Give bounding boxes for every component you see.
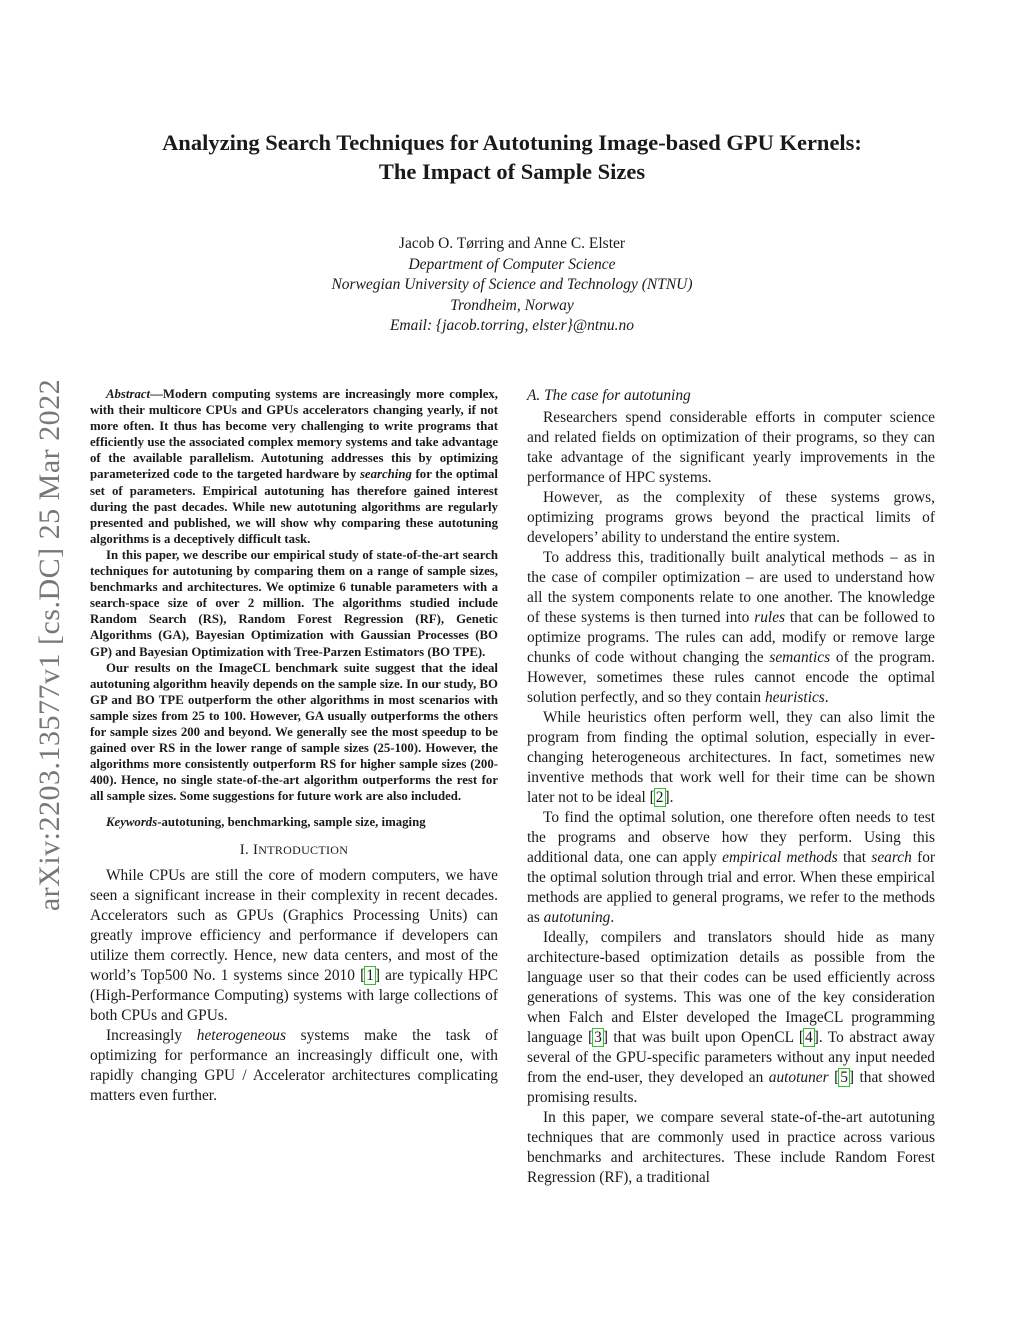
section-heading-introduction: I. INTRODUCTION	[239, 842, 349, 859]
keywords-label: Keywords	[106, 815, 158, 830]
abstract-label: Abstract	[106, 387, 151, 401]
abstract-paragraph: Abstract—Modern computing systems are increasingly more complex, with their multicore CPUs and GPUs accelerators changing yearly, if not more often. It thus has become very challenging to write programs that efficiently use the associated complex memory systems and take advantage of the available parallelism. Autotuning addresses this by optimizing parameterized code to the targeted hardware by searching for the optimal set of parameters. Empirical autotuning has therefore gained interest during the past decades. While new autotuning algorithms are regularly presented and published, we will show why comparing these autotuning algorithms is a deceptively difficult task.	[90, 387, 498, 546]
citation-link[interactable]: 3	[594, 1029, 602, 1046]
body-paragraph: While CPUs are still the core of modern computers, we have seen a significant increase in their complexity in recent decades. Accelerators such as GPUs (Graphics Processing Units) can greatly improve efficiency and performance if developers can utilize them correctly. Hence, new data centers, and most of the world’s Top500 No. 1 systems since 2010 [1] are typically HPC (High-Performance Computing) systems with large collections of both CPUs and GPUs.	[90, 867, 498, 1025]
author-names: Jacob O. Tørring and Anne C. Elster	[398, 235, 626, 252]
body-paragraph: In this paper, we compare several state-of-the-art autotuning techniques that are commonly used in practice across various benchmarks and architectures. These include Random Forest Regression (RF), a traditional	[527, 1109, 935, 1186]
abstract	[90, 386, 498, 804]
abstract-paragraph: Our results on the ImageCL benchmark suite suggest that the ideal autotuning algorithm heavily depends on the sample size. In our study, BO GP and BO TPE outperform the other algorithms in most scenarios with sample sizes from 25 to 100. However, GA usually outperforms the others for sample sizes 200 and beyond. We generally see the most speedup to be gained over RS in the lower range of sample sizes (25-100). However, the algorithms more consistently outperform RS for higher sample sizes (200-400). Hence, no single state-of-the-art algorithm outperforms the rest for all sample sizes. Some suggestions for future work are also included.	[90, 660, 498, 804]
left-column	[90, 386, 498, 1106]
abstract-paragraph: In this paper, we describe our empirical study of state-of-the-art search techniques for autotuning by comparing them on a range of sample sizes, benchmarks and architectures. We optimize 6 tunable parameters with a search-space size of over 2 million. The algorithms studied include Random Search (RS), Random Forest Regression (RF), Genetic Algorithms (GA), Bayesian Optimization with Gaussian Processes (BO GP) and Bayesian Optimization with Tree-Parzen Estimators (BO TPE).	[90, 547, 498, 659]
citation-link[interactable]: 5	[840, 1069, 848, 1086]
arxiv-id-text: arXiv:2203.13577v1 [cs.DC] 25 Mar 2022	[33, 378, 66, 912]
body-paragraph: However, as the complexity of these systems grows, optimizing programs grows beyond the practical limits of developers’ ability to understand the entire system.	[527, 489, 935, 546]
title-line-1: Analyzing Search Techniques for Autotuning Image-based GPU Kernels:	[162, 130, 862, 155]
body-paragraph: While heuristics often perform well, they can also limit the program from finding the optimal solution, especially in ever-changing heterogeneous architectures. In fact, sometimes new inventive methods that work well for their time can be shown later not to be ideal [2].	[527, 709, 935, 806]
title-line-2: The Impact of Sample Sizes	[378, 159, 646, 184]
body-paragraph: To address this, traditionally built analytical methods – as in the case of compiler optimization – are used to understand how all the system components relate to one another. The knowledge of these systems is then turned into rules that can be followed to optimize programs. The rules can add, modify or remove large chunks of code without changing the semantics of the program. However, sometimes these rules cannot encode the optimal solution perfectly, and so they contain heuristics.	[527, 549, 935, 706]
citation-link[interactable]: 2	[655, 789, 664, 806]
author-university: Norwegian University of Science and Technology (NTNU)	[331, 276, 693, 293]
keywords	[90, 814, 498, 830]
introduction-body	[90, 866, 498, 1106]
citation-link[interactable]: 4	[805, 1029, 813, 1046]
arxiv-sidebar-identifier	[28, 350, 72, 940]
citation-link[interactable]: 1	[366, 967, 374, 985]
author-department: Department of Computer Science	[408, 255, 616, 273]
body-paragraph: Increasingly heterogeneous systems make the task of optimizing for performance an increasingly difficult one, with rapidly changing GPU / Accelerator architectures complicating matters even further.	[90, 1027, 498, 1105]
subsection-heading-case-for-autotuning: A. The case for autotuning	[527, 387, 691, 404]
subsection-body	[527, 408, 935, 1188]
keywords-text: -autotuning, benchmarking, sample size, imaging	[157, 815, 426, 830]
paper-title	[90, 128, 934, 186]
author-block	[90, 234, 934, 337]
body-paragraph: Ideally, compilers and translators should hide as many architecture-based optimization details as possible from the language user so that their codes can be used efficiently across generations of systems. This was one of the key consideration when Falch and Elster developed the ImageCL programming language [3] that was built upon OpenCL [4]. To abstract away several of the GPU-specific parameters without any input needed from the end-user, they developed an autotuner [5] that showed promising results.	[527, 929, 935, 1106]
author-email: Email: {jacob.torring, elster}@ntnu.no	[389, 317, 635, 334]
body-paragraph: To find the optimal solution, one therefore often needs to test the programs and observe how they perform. Using this additional data, one can apply empirical methods that search for the optimal solution through trial and error. When these empirical methods are applied to general programs, we refer to the methods as autotuning.	[527, 809, 936, 926]
title-text	[90, 128, 934, 186]
right-column	[527, 386, 935, 1188]
author-location: Trondheim, Norway	[450, 296, 574, 314]
body-paragraph: Researchers spend considerable efforts in computer science and related fields on optimization of their programs, so they can take advantage of the significant yearly improvements in the performance of HPC systems.	[527, 409, 935, 486]
